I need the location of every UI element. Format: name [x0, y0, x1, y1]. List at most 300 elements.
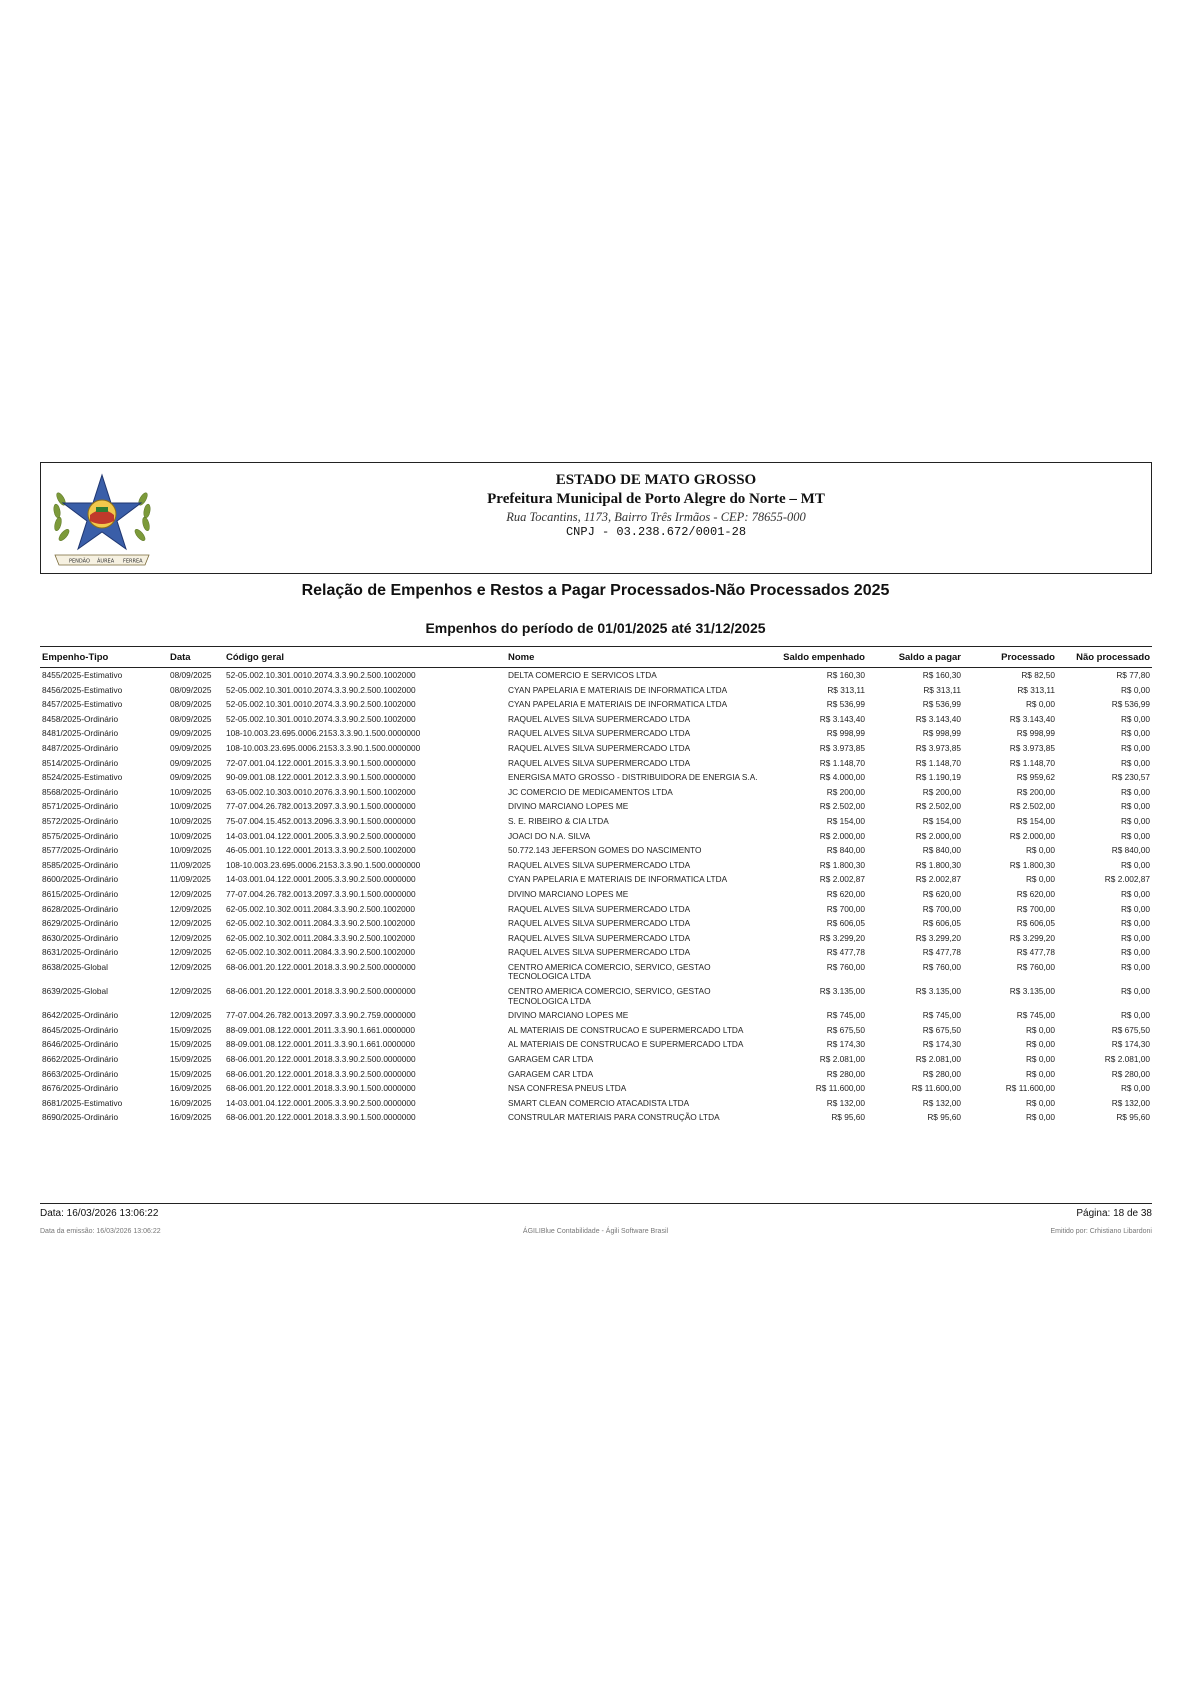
codigo-geral-cell: 77-07.004.26.782.0013.2097.3.3.90.1.500.0000000	[226, 888, 416, 899]
nao-processado-cell: R$ 280,00	[1111, 1068, 1150, 1079]
processado-cell: R$ 82,50	[1021, 670, 1055, 680]
nome-cell: S. E. RIBEIRO & CIA LTDA	[508, 815, 609, 826]
codigo-geral-cell: 62-05.002.10.302.0011.2084.3.3.90.2.500.1002000	[226, 918, 416, 929]
processado-cell: R$ 1.800,30	[1009, 859, 1055, 870]
nao-processado-cell: R$ 0,00	[1120, 801, 1150, 812]
column-header: Empenho-Tipo	[40, 647, 168, 668]
saldo-empenhado-cell: R$ 536,99	[826, 699, 865, 710]
nao-processado-cell: R$ 536,99	[1111, 699, 1150, 710]
footer-page-number: Página: 18 de 38	[1076, 1208, 1152, 1219]
nome-cell: 50.772.143 JEFERSON GOMES DO NASCIMENTO	[508, 845, 702, 856]
table-row	[40, 741, 1152, 756]
codigo-geral-cell: 68-06.001.20.122.0001.2018.3.3.90.2.500.0000000	[226, 986, 416, 997]
footer-date: Data: 16/03/2026 13:06:22	[40, 1208, 159, 1219]
saldo-a-pagar-cell: R$ 154,00	[922, 815, 961, 826]
column-header: Data	[168, 647, 224, 668]
table-row	[40, 1067, 1152, 1082]
nao-processado-cell: R$ 0,00	[1120, 918, 1150, 929]
codigo-geral-cell: 52-05.002.10.301.0010.2074.3.3.90.2.500.1002000	[226, 684, 416, 695]
saldo-empenhado-cell: R$ 998,99	[826, 728, 865, 739]
saldo-a-pagar-cell: R$ 11.600,00	[911, 1083, 961, 1094]
table-header-row	[40, 647, 1152, 668]
processado-cell: R$ 0,00	[1025, 845, 1055, 856]
empenho-tipo-cell: 8628/2025-Ordinário	[42, 903, 119, 914]
saldo-a-pagar-cell: R$ 998,99	[922, 728, 961, 739]
table-row	[40, 712, 1152, 727]
codigo-geral-cell: 68-06.001.20.122.0001.2018.3.3.90.2.500.0000000	[226, 1054, 416, 1065]
processado-cell: R$ 0,00	[1025, 1039, 1055, 1050]
table-row	[40, 960, 1152, 984]
saldo-empenhado-cell: R$ 700,00	[826, 903, 865, 914]
data-cell: 10/09/2025	[170, 801, 212, 812]
table-row	[40, 843, 1152, 858]
municipal-coat-of-arms	[47, 469, 157, 569]
data-cell: 15/09/2025	[170, 1039, 212, 1050]
processado-cell: R$ 0,00	[1025, 1068, 1055, 1079]
codigo-geral-cell: 88-09.001.08.122.0001.2011.3.3.90.1.661.0000000	[226, 1024, 416, 1035]
saldo-empenhado-cell: R$ 477,78	[826, 947, 865, 958]
table-row	[40, 887, 1152, 902]
table-row	[40, 756, 1152, 771]
nome-cell: RAQUEL ALVES SILVA SUPERMERCADO LTDA	[508, 713, 691, 724]
saldo-empenhado-cell: R$ 4.000,00	[819, 772, 865, 783]
nao-processado-cell: R$ 174,30	[1111, 1039, 1150, 1050]
data-cell: 12/09/2025	[170, 947, 212, 958]
codigo-geral-cell: 68-06.001.20.122.0001.2018.3.3.90.2.500.0000000	[226, 961, 416, 972]
codigo-geral-cell: 68-06.001.20.122.0001.2018.3.3.90.2.500.0000000	[226, 1068, 416, 1079]
nao-processado-cell: R$ 840,00	[1111, 845, 1150, 856]
nao-processado-cell: R$ 0,00	[1120, 903, 1150, 914]
processado-cell: R$ 0,00	[1025, 1112, 1055, 1123]
nome-cell: CYAN PAPELARIA E MATERIAIS DE INFORMATICA LTDA	[508, 699, 728, 710]
processado-cell: R$ 745,00	[1016, 1010, 1055, 1021]
data-cell: 15/09/2025	[170, 1068, 212, 1079]
saldo-empenhado-cell: R$ 95,60	[831, 1112, 865, 1123]
nome-cell: RAQUEL ALVES SILVA SUPERMERCADO LTDA	[508, 947, 691, 958]
data-cell: 09/09/2025	[170, 757, 212, 768]
empenho-tipo-cell: 8572/2025-Ordinário	[42, 815, 119, 826]
codigo-geral-cell: 14-03.001.04.122.0001.2005.3.3.90.2.500.0000000	[226, 830, 416, 841]
empenho-tipo-cell: 8630/2025-Ordinário	[42, 932, 119, 943]
data-cell: 12/09/2025	[170, 903, 212, 914]
nao-processado-cell: R$ 77,80	[1116, 670, 1150, 680]
processado-cell: R$ 700,00	[1016, 903, 1055, 914]
nome-cell: RAQUEL ALVES SILVA SUPERMERCADO LTDA	[508, 757, 691, 768]
table-row	[40, 1008, 1152, 1023]
prefeitura-name: Prefeitura Municipal de Porto Alegre do Norte – MT	[487, 491, 825, 507]
table-row	[40, 1037, 1152, 1052]
empenho-tipo-cell: 8642/2025-Ordinário	[42, 1010, 119, 1021]
codigo-geral-cell: 108-10.003.23.695.0006.2153.3.3.90.1.500.0000000	[226, 728, 421, 739]
codigo-geral-cell: 52-05.002.10.301.0010.2074.3.3.90.2.500.1002000	[226, 670, 416, 680]
saldo-a-pagar-cell: R$ 536,99	[922, 699, 961, 710]
saldo-empenhado-cell: R$ 3.973,85	[819, 742, 865, 753]
codigo-geral-cell: 14-03.001.04.122.0001.2005.3.3.90.2.500.0000000	[226, 1097, 416, 1108]
nao-processado-cell: R$ 2.081,00	[1104, 1054, 1150, 1065]
nome-cell: CENTRO AMERICA COMERCIO, SERVICO, GESTAO TECNOLOGICA LTDA	[508, 986, 711, 1006]
empenho-tipo-cell: 8481/2025-Ordinário	[42, 728, 119, 739]
processado-cell: R$ 0,00	[1025, 874, 1055, 885]
column-header: Saldo empenhado	[768, 647, 867, 668]
table-row	[40, 902, 1152, 917]
crest-banner-text-1: PENDÃO	[69, 558, 90, 565]
codigo-geral-cell: 68-06.001.20.122.0001.2018.3.3.90.1.500.0000000	[226, 1083, 416, 1094]
saldo-a-pagar-cell: R$ 280,00	[922, 1068, 961, 1079]
saldo-a-pagar-cell: R$ 745,00	[922, 1010, 961, 1021]
data-cell: 10/09/2025	[170, 830, 212, 841]
processado-cell: R$ 2.502,00	[1009, 801, 1055, 812]
state-name: ESTADO DE MATO GROSSO	[555, 472, 757, 488]
saldo-empenhado-cell: R$ 154,00	[826, 815, 865, 826]
processado-cell: R$ 2.000,00	[1009, 830, 1055, 841]
saldo-empenhado-cell: R$ 840,00	[826, 845, 865, 856]
saldo-a-pagar-cell: R$ 840,00	[922, 845, 961, 856]
codigo-geral-cell: 14-03.001.04.122.0001.2005.3.3.90.2.500.0000000	[226, 874, 416, 885]
nao-processado-cell: R$ 0,00	[1120, 786, 1150, 797]
nome-cell: NSA CONFRESA PNEUS LTDA	[508, 1083, 627, 1094]
nome-cell: RAQUEL ALVES SILVA SUPERMERCADO LTDA	[508, 932, 691, 943]
table-row	[40, 1052, 1152, 1067]
codigo-geral-cell: 77-07.004.26.782.0013.2097.3.3.90.2.759.0000000	[226, 1010, 416, 1021]
nome-cell: RAQUEL ALVES SILVA SUPERMERCADO LTDA	[508, 742, 691, 753]
saldo-empenhado-cell: R$ 174,30	[826, 1039, 865, 1050]
nao-processado-cell: R$ 0,00	[1120, 888, 1150, 899]
saldo-a-pagar-cell: R$ 200,00	[922, 786, 961, 797]
processado-cell: R$ 0,00	[1025, 1024, 1055, 1035]
processado-cell: R$ 200,00	[1016, 786, 1055, 797]
saldo-a-pagar-cell: R$ 3.973,85	[915, 742, 961, 753]
codigo-geral-cell: 46-05.001.10.122.0001.2013.3.3.90.2.500.1002000	[226, 845, 416, 856]
empenho-tipo-cell: 8487/2025-Ordinário	[42, 742, 119, 753]
footer-divider	[40, 1203, 1152, 1204]
saldo-empenhado-cell: R$ 11.600,00	[815, 1083, 865, 1094]
codigo-geral-cell: 52-05.002.10.301.0010.2074.3.3.90.2.500.1002000	[226, 699, 416, 710]
letterhead-text	[161, 471, 1151, 540]
saldo-empenhado-cell: R$ 606,05	[826, 918, 865, 929]
empenho-tipo-cell: 8455/2025-Estimativo	[42, 670, 123, 680]
nome-cell: CYAN PAPELARIA E MATERIAIS DE INFORMATICA LTDA	[508, 874, 728, 885]
empenho-tipo-cell: 8577/2025-Ordinário	[42, 845, 119, 856]
processado-cell: R$ 0,00	[1025, 1097, 1055, 1108]
table-row	[40, 945, 1152, 960]
nao-processado-cell: R$ 0,00	[1120, 713, 1150, 724]
saldo-empenhado-cell: R$ 1.800,30	[819, 859, 865, 870]
empenhos-table-wrapper	[40, 646, 1152, 1125]
processado-cell: R$ 620,00	[1016, 888, 1055, 899]
nome-cell: ENERGISA MATO GROSSO - DISTRIBUIDORA DE ENERGIA S.A.	[508, 772, 758, 783]
empenho-tipo-cell: 8638/2025-Global	[42, 961, 108, 972]
saldo-a-pagar-cell: R$ 3.135,00	[915, 986, 961, 997]
nome-cell: GARAGEM CAR LTDA	[508, 1068, 594, 1079]
saldo-a-pagar-cell: R$ 477,78	[922, 947, 961, 958]
nao-processado-cell: R$ 675,50	[1111, 1024, 1150, 1035]
report-title: Relação de Empenhos e Restos a Pagar Processados-Não Processados 2025	[301, 582, 890, 599]
empenho-tipo-cell: 8631/2025-Ordinário	[42, 947, 119, 958]
empenhos-table	[40, 646, 1152, 1125]
saldo-a-pagar-cell: R$ 606,05	[922, 918, 961, 929]
empenho-tipo-cell: 8524/2025-Estimativo	[42, 772, 123, 783]
nome-cell: DELTA COMERCIO E SERVICOS LTDA	[508, 670, 657, 680]
saldo-empenhado-cell: R$ 2.502,00	[819, 801, 865, 812]
data-cell: 09/09/2025	[170, 772, 212, 783]
letterhead	[40, 462, 1152, 574]
data-cell: 12/09/2025	[170, 1010, 212, 1021]
nao-processado-cell: R$ 0,00	[1120, 986, 1150, 997]
empenho-tipo-cell: 8639/2025-Global	[42, 986, 108, 997]
saldo-empenhado-cell: R$ 760,00	[826, 961, 865, 972]
table-row	[40, 697, 1152, 712]
processado-cell: R$ 1.148,70	[1009, 757, 1055, 768]
data-cell: 12/09/2025	[170, 961, 212, 972]
nao-processado-cell: R$ 0,00	[1120, 859, 1150, 870]
codigo-geral-cell: 75-07.004.15.452.0013.2096.3.3.90.1.500.0000000	[226, 815, 416, 826]
nao-processado-cell: R$ 0,00	[1120, 830, 1150, 841]
data-cell: 15/09/2025	[170, 1024, 212, 1035]
table-row	[40, 1081, 1152, 1096]
nome-cell: JC COMERCIO DE MEDICAMENTOS LTDA	[508, 786, 673, 797]
cnpj: CNPJ - 03.238.672/0001-28	[565, 525, 747, 539]
processado-cell: R$ 11.600,00	[1005, 1083, 1055, 1094]
nome-cell: CONSTRULAR MATERIAIS PARA CONSTRUÇÃO LTDA	[508, 1112, 720, 1123]
codigo-geral-cell: 68-06.001.20.122.0001.2018.3.3.90.1.500.0000000	[226, 1112, 416, 1123]
footer-emission-date: Data da emissão: 16/03/2026 13:06:22	[40, 1228, 161, 1235]
saldo-a-pagar-cell: R$ 2.081,00	[915, 1054, 961, 1065]
column-header: Código geral	[224, 647, 506, 668]
empenho-tipo-cell: 8615/2025-Ordinário	[42, 888, 119, 899]
empenho-tipo-cell: 8514/2025-Ordinário	[42, 757, 119, 768]
nome-cell: RAQUEL ALVES SILVA SUPERMERCADO LTDA	[508, 903, 691, 914]
saldo-a-pagar-cell: R$ 620,00	[922, 888, 961, 899]
codigo-geral-cell: 63-05.002.10.303.0010.2076.3.3.90.1.500.1002000	[226, 786, 416, 797]
table-row	[40, 799, 1152, 814]
data-cell: 12/09/2025	[170, 918, 212, 929]
saldo-a-pagar-cell: R$ 2.002,87	[915, 874, 961, 885]
nome-cell: RAQUEL ALVES SILVA SUPERMERCADO LTDA	[508, 728, 691, 739]
nome-cell: AL MATERIAIS DE CONSTRUCAO E SUPERMERCADO LTDA	[508, 1024, 744, 1035]
crest-banner-text-3: FERREA	[123, 558, 143, 565]
data-cell: 16/09/2025	[170, 1097, 212, 1108]
saldo-empenhado-cell: R$ 3.143,40	[819, 713, 865, 724]
table-row	[40, 814, 1152, 829]
saldo-a-pagar-cell: R$ 700,00	[922, 903, 961, 914]
nome-cell: DIVINO MARCIANO LOPES ME	[508, 1010, 629, 1021]
data-cell: 16/09/2025	[170, 1083, 212, 1094]
codigo-geral-cell: 88-09.001.08.122.0001.2011.3.3.90.1.661.0000000	[226, 1039, 416, 1050]
empenho-tipo-cell: 8458/2025-Ordinário	[42, 713, 119, 724]
nome-cell: JOACI DO N.A. SILVA	[508, 830, 591, 841]
data-cell: 08/09/2025	[170, 684, 212, 695]
processado-cell: R$ 477,78	[1016, 947, 1055, 958]
saldo-empenhado-cell: R$ 132,00	[826, 1097, 865, 1108]
data-cell: 12/09/2025	[170, 986, 212, 997]
data-cell: 10/09/2025	[170, 786, 212, 797]
nome-cell: RAQUEL ALVES SILVA SUPERMERCADO LTDA	[508, 859, 691, 870]
nome-cell: DIVINO MARCIANO LOPES ME	[508, 801, 629, 812]
saldo-empenhado-cell: R$ 675,50	[826, 1024, 865, 1035]
nome-cell: DIVINO MARCIANO LOPES ME	[508, 888, 629, 899]
table-row	[40, 668, 1152, 683]
report-subtitle: Empenhos do período de 01/01/2025 até 31/12/2025	[425, 620, 766, 636]
data-cell: 12/09/2025	[170, 932, 212, 943]
table-row	[40, 770, 1152, 785]
table-row	[40, 858, 1152, 873]
empenho-tipo-cell: 8646/2025-Ordinário	[42, 1039, 119, 1050]
saldo-a-pagar-cell: R$ 675,50	[922, 1024, 961, 1035]
data-cell: 08/09/2025	[170, 699, 212, 710]
data-cell: 11/09/2025	[170, 859, 211, 870]
column-header: Nome	[506, 647, 768, 668]
codigo-geral-cell: 77-07.004.26.782.0013.2097.3.3.90.1.500.0000000	[226, 801, 416, 812]
saldo-empenhado-cell: R$ 1.148,70	[819, 757, 865, 768]
saldo-a-pagar-cell: R$ 1.148,70	[915, 757, 961, 768]
data-cell: 08/09/2025	[170, 713, 212, 724]
nao-processado-cell: R$ 0,00	[1120, 932, 1150, 943]
nao-processado-cell: R$ 230,57	[1111, 772, 1150, 783]
codigo-geral-cell: 62-05.002.10.302.0011.2084.3.3.90.2.500.1002000	[226, 932, 416, 943]
table-row	[40, 726, 1152, 741]
empenho-tipo-cell: 8457/2025-Estimativo	[42, 699, 123, 710]
processado-cell: R$ 3.143,40	[1009, 713, 1055, 724]
empenho-tipo-cell: 8575/2025-Ordinário	[42, 830, 119, 841]
empenho-tipo-cell: 8662/2025-Ordinário	[42, 1054, 119, 1065]
saldo-empenhado-cell: R$ 2.000,00	[819, 830, 865, 841]
nome-cell: AL MATERIAIS DE CONSTRUCAO E SUPERMERCADO LTDA	[508, 1039, 744, 1050]
saldo-a-pagar-cell: R$ 1.190,19	[915, 772, 961, 783]
column-header: Não processado	[1057, 647, 1152, 668]
column-header: Saldo a pagar	[867, 647, 963, 668]
footer-software: ÁGILIBlue Contabilidade - Ágili Software Brasil	[522, 1228, 669, 1235]
nao-processado-cell: R$ 2.002,87	[1104, 874, 1150, 885]
saldo-a-pagar-cell: R$ 2.502,00	[915, 801, 961, 812]
empenho-tipo-cell: 8456/2025-Estimativo	[42, 684, 123, 695]
empenho-tipo-cell: 8585/2025-Ordinário	[42, 859, 119, 870]
nao-processado-cell: R$ 0,00	[1120, 757, 1150, 768]
data-cell: 10/09/2025	[170, 815, 212, 826]
saldo-empenhado-cell: R$ 2.002,87	[819, 874, 865, 885]
data-cell: 09/09/2025	[170, 742, 212, 753]
codigo-geral-cell: 90-09.001.08.122.0001.2012.3.3.90.1.500.0000000	[226, 772, 416, 783]
saldo-empenhado-cell: R$ 160,30	[826, 670, 865, 680]
nao-processado-cell: R$ 0,00	[1120, 1083, 1150, 1094]
table-row	[40, 931, 1152, 946]
processado-cell: R$ 0,00	[1025, 699, 1055, 710]
saldo-a-pagar-cell: R$ 1.800,30	[915, 859, 961, 870]
nome-cell: RAQUEL ALVES SILVA SUPERMERCADO LTDA	[508, 918, 691, 929]
codigo-geral-cell: 52-05.002.10.301.0010.2074.3.3.90.2.500.1002000	[226, 713, 416, 724]
table-row	[40, 1096, 1152, 1111]
nao-processado-cell: R$ 0,00	[1120, 947, 1150, 958]
processado-cell: R$ 3.299,20	[1009, 932, 1055, 943]
saldo-empenhado-cell: R$ 200,00	[826, 786, 865, 797]
empenho-tipo-cell: 8629/2025-Ordinário	[42, 918, 119, 929]
codigo-geral-cell: 62-05.002.10.302.0011.2084.3.3.90.2.500.1002000	[226, 947, 416, 958]
nao-processado-cell: R$ 0,00	[1120, 728, 1150, 739]
nao-processado-cell: R$ 95,60	[1116, 1112, 1150, 1123]
processado-cell: R$ 3.973,85	[1009, 742, 1055, 753]
data-cell: 12/09/2025	[170, 888, 212, 899]
nao-processado-cell: R$ 132,00	[1111, 1097, 1150, 1108]
empenho-tipo-cell: 8676/2025-Ordinário	[42, 1083, 119, 1094]
processado-cell: R$ 154,00	[1016, 815, 1055, 826]
saldo-a-pagar-cell: R$ 95,60	[927, 1112, 961, 1123]
nome-cell: GARAGEM CAR LTDA	[508, 1054, 594, 1065]
codigo-geral-cell: 108-10.003.23.695.0006.2153.3.3.90.1.500.0000000	[226, 859, 421, 870]
saldo-empenhado-cell: R$ 3.299,20	[819, 932, 865, 943]
table-row	[40, 984, 1152, 1008]
empenho-tipo-cell: 8681/2025-Estimativo	[42, 1097, 123, 1108]
data-cell: 08/09/2025	[170, 670, 212, 680]
footer-issued-by: Emitido por: Crhistiano Libardoni	[1050, 1228, 1152, 1235]
saldo-empenhado-cell: R$ 313,11	[827, 684, 865, 695]
saldo-empenhado-cell: R$ 2.081,00	[819, 1054, 865, 1065]
table-row	[40, 683, 1152, 698]
nao-processado-cell: R$ 0,00	[1120, 1010, 1150, 1021]
nao-processado-cell: R$ 0,00	[1120, 684, 1150, 695]
column-header: Processado	[963, 647, 1057, 668]
table-row	[40, 785, 1152, 800]
nao-processado-cell: R$ 0,00	[1120, 961, 1150, 972]
table-body	[40, 668, 1152, 1126]
table-row	[40, 916, 1152, 931]
nome-cell: CYAN PAPELARIA E MATERIAIS DE INFORMATICA LTDA	[508, 684, 728, 695]
processado-cell: R$ 3.135,00	[1009, 986, 1055, 997]
processado-cell: R$ 313,11	[1017, 684, 1055, 695]
saldo-empenhado-cell: R$ 620,00	[826, 888, 865, 899]
empenho-tipo-cell: 8600/2025-Ordinário	[42, 874, 119, 885]
saldo-a-pagar-cell: R$ 174,30	[922, 1039, 961, 1050]
nao-processado-cell: R$ 0,00	[1120, 815, 1150, 826]
table-row	[40, 872, 1152, 887]
address: Rua Tocantins, 1173, Bairro Três Irmãos - CEP: 78655-000	[506, 510, 806, 524]
data-cell: 11/09/2025	[170, 874, 211, 885]
codigo-geral-cell: 72-07.001.04.122.0001.2015.3.3.90.1.500.0000000	[226, 757, 416, 768]
nome-cell: CENTRO AMERICA COMERCIO, SERVICO, GESTAO TECNOLOGICA LTDA	[508, 961, 711, 982]
table-row	[40, 829, 1152, 844]
empenho-tipo-cell: 8568/2025-Ordinário	[42, 786, 119, 797]
saldo-a-pagar-cell: R$ 3.299,20	[915, 932, 961, 943]
processado-cell: R$ 959,62	[1016, 772, 1055, 783]
saldo-empenhado-cell: R$ 280,00	[826, 1068, 865, 1079]
empenho-tipo-cell: 8571/2025-Ordinário	[42, 801, 119, 812]
saldo-a-pagar-cell: R$ 160,30	[922, 670, 961, 680]
saldo-a-pagar-cell: R$ 132,00	[922, 1097, 961, 1108]
saldo-a-pagar-cell: R$ 760,00	[922, 961, 961, 972]
empenho-tipo-cell: 8663/2025-Ordinário	[42, 1068, 119, 1079]
processado-cell: R$ 998,99	[1016, 728, 1055, 739]
data-cell: 15/09/2025	[170, 1054, 212, 1065]
saldo-a-pagar-cell: R$ 2.000,00	[915, 830, 961, 841]
table-row	[40, 1110, 1152, 1125]
saldo-empenhado-cell: R$ 3.135,00	[819, 986, 865, 997]
nome-cell: SMART CLEAN COMERCIO ATACADISTA LTDA	[508, 1097, 690, 1108]
saldo-a-pagar-cell: R$ 313,11	[923, 684, 961, 695]
saldo-empenhado-cell: R$ 745,00	[826, 1010, 865, 1021]
table-row	[40, 1023, 1152, 1038]
nao-processado-cell: R$ 0,00	[1120, 742, 1150, 753]
processado-cell: R$ 606,05	[1016, 918, 1055, 929]
data-cell: 09/09/2025	[170, 728, 212, 739]
data-cell: 16/09/2025	[170, 1112, 212, 1123]
data-cell: 10/09/2025	[170, 845, 212, 856]
crest-banner-text-2: ÁUREA	[97, 558, 115, 565]
processado-cell: R$ 0,00	[1025, 1054, 1055, 1065]
codigo-geral-cell: 62-05.002.10.302.0011.2084.3.3.90.2.500.1002000	[226, 903, 416, 914]
codigo-geral-cell: 108-10.003.23.695.0006.2153.3.3.90.1.500.0000000	[226, 742, 421, 753]
empenho-tipo-cell: 8645/2025-Ordinário	[42, 1024, 119, 1035]
processado-cell: R$ 760,00	[1016, 961, 1055, 972]
saldo-a-pagar-cell: R$ 3.143,40	[915, 713, 961, 724]
empenho-tipo-cell: 8690/2025-Ordinário	[42, 1112, 119, 1123]
